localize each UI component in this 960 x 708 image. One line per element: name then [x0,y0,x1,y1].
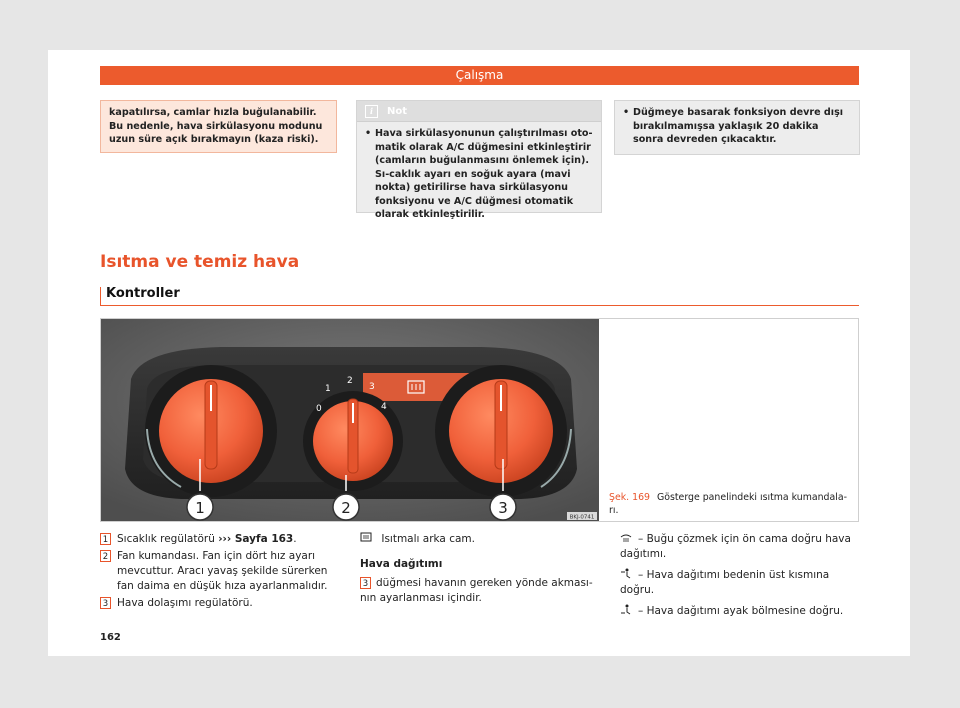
tip-text: Düğmeye basarak fonksiyon devre dışı bırakılmamışsa yaklaşık 20 dakika sonra devreden çıkacaktır. [633,107,844,145]
list-item [620,604,860,619]
svg-text:2: 2 [341,499,351,517]
figure-caption-text: Gösterge panelindeki ısıtma kumandala-rı. [609,492,847,516]
section-title: Isıtma ve temiz hava [100,252,300,272]
info-icon: i [365,105,378,118]
subtitle-rule [100,305,859,306]
rear-window-line [360,532,600,547]
warning-box [100,100,337,153]
list-item [620,568,860,598]
air-distribution-heading: Hava dağıtımı [360,558,443,570]
item-number: 1 [100,533,111,545]
rear-defrost-icon [360,532,372,543]
item-text: Hava dolaşımı regülatörü. [117,597,253,609]
item-text: Fan kumandası. Fan için dört hız ayarı mevcuttur. Aracı yavaş şekilde sürerken fan daima en düşük hıza ayarlanmalıdır. [117,550,328,592]
svg-text:1: 1 [195,499,205,517]
fan-scale-3: 3 [369,382,375,392]
item-tail: . [293,533,297,545]
fan-scale-0: 0 [316,404,322,414]
hvac-panel-svg [101,319,599,521]
svg-text:3: 3 [498,499,508,517]
hvac-control-illustration [101,319,599,521]
tip-bullet: • [623,107,630,118]
footwell-air-icon [620,604,632,615]
upper-body-air-icon [620,568,632,579]
item-text: Sıcaklık regülatörü [117,533,215,545]
list-item [620,532,860,562]
column-3 [620,532,860,619]
windshield-defrost-icon [620,532,632,543]
item-number: 3 [100,597,111,609]
fan-scale-2: 2 [347,376,353,386]
callout-3 [490,494,516,520]
rear-window-text: Isıtmalı arka cam. [381,533,475,545]
fan-scale-1: 1 [325,384,331,394]
tip-box [614,100,860,155]
item-number: 2 [100,550,111,562]
note-bullet: • [365,128,372,139]
page-reference-link[interactable]: ››› Sayfa 163 [218,533,294,545]
warning-text: kapatılırsa, camlar hızla buğulanabilir. Bu nedenle, hava sirkülasyonu modunu uzun süre açık bırakmayın (kaza riski). [109,107,323,145]
note-title: Not [387,105,408,117]
fan-scale-4: 4 [381,402,387,412]
section-subtitle: Kontroller [106,286,180,301]
callout-2 [333,494,359,520]
column-2 [360,532,600,606]
callout-1 [187,494,213,520]
item-text: – Buğu çözmek için ön cama doğru hava dağıtımı. [620,533,851,560]
note-box [356,100,602,220]
air-distribution-text: 3 düğmesi havanın gereken yönde akması-nın ayarlanması içindir. [360,577,593,604]
figure-caption [609,491,854,517]
note-header [357,101,601,122]
note-text: Hava sirkülasyonunun çalıştırılması oto-matik olarak A/C düğmesini etkinleştirir (camların buğulanmasını önlemek için). Sı-caklık ayarı en soğuk ayara (mavi nokta) getirilirse hava sirkülasyonu fonksiyonu ve A/C düğmesi otomatik olarak etkinleştirilir. [375,128,593,220]
item-text: – Hava dağıtımı bedenin üst kısmına doğru. [620,569,830,596]
item-number: 3 [360,577,371,589]
note-body [357,122,601,222]
item-text: – Hava dağıtımı ayak bölmesine doğru. [638,605,844,617]
controls-list [100,532,340,613]
figure-code: BKJ-0741 [569,514,595,521]
list-item [100,549,340,594]
list-item [100,532,340,547]
page-number: 162 [100,632,121,643]
figure-number: Şek. 169 [609,492,651,503]
chapter-header: Çalışma [100,66,859,85]
list-item [100,596,340,611]
